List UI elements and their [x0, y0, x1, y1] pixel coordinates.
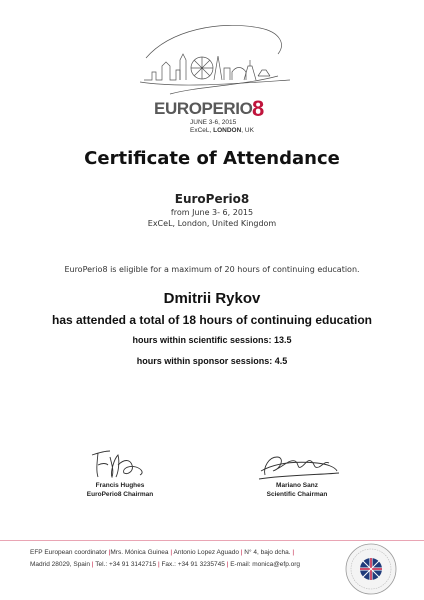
footer-separator: | — [226, 561, 229, 568]
signature-mariano-sanz — [255, 445, 341, 483]
footer-text: Madrid 28029, Spain — [30, 561, 90, 568]
attendance-statement: has attended a total of 18 hours of continuing education — [51, 313, 372, 327]
scientific-hours: hours within scientific sessions: 13.5 — [132, 335, 292, 345]
london-skyline-icon — [140, 25, 290, 94]
footer-text: EFP European coordinator — [30, 549, 107, 556]
event-venue: ExCeL, London, United Kingdom — [147, 219, 277, 228]
signatory-name: Mariano Sanz — [276, 482, 318, 489]
footer-separator: | — [292, 549, 295, 556]
signature-francis-hughes — [88, 445, 150, 483]
footer-line-2 — [30, 561, 300, 568]
svg-text:EUROPERIO: EUROPERIO — [154, 99, 253, 118]
certificate-title: Certificate of Attendance — [84, 148, 340, 169]
attendee-name: Dmitrii Rykov — [163, 290, 261, 307]
footer-text: Mrs. Mónica Guinea — [110, 549, 169, 556]
footer-separator: | — [108, 549, 111, 556]
footer-separator: | — [157, 561, 160, 568]
footer-separator: | — [240, 549, 243, 556]
signatory-name: Francis Hughes — [95, 482, 145, 489]
eligibility-statement: EuroPerio8 is eligible for a maximum of 20 hours of continuing education. — [64, 265, 360, 274]
footer-text: N° 4, bajo dcha. — [244, 549, 291, 556]
footer-text: Tel.: +34 91 3142715 — [95, 561, 157, 568]
signatory-role: EuroPerio8 Chairman — [86, 491, 154, 498]
footer-line-1 — [30, 549, 294, 556]
event-dates: from June 3- 6, 2015 — [170, 208, 254, 217]
footer-separator: | — [91, 561, 94, 568]
signatory-role: Scientific Chairman — [266, 491, 328, 498]
footer-separator: | — [170, 549, 173, 556]
footer-divider — [0, 540, 424, 541]
footer-text: Fax.: +34 91 3235745 — [161, 561, 225, 568]
footer-email: E-mail: monica@efp.org — [230, 561, 301, 568]
efp-seal-icon — [344, 542, 398, 596]
footer-text: Antonio Lopez Aguado — [173, 549, 239, 556]
sponsor-hours: hours within sponsor sessions: 4.5 — [136, 356, 288, 366]
event-name: EuroPerio8 — [174, 192, 250, 206]
europerio8-logo — [140, 10, 290, 135]
svg-text:JUNE 3-6, 2015: JUNE 3-6, 2015 — [190, 119, 237, 126]
svg-text:8: 8 — [252, 96, 264, 121]
svg-text:ExCeL, LONDON, UK: ExCeL, LONDON, UK — [190, 127, 254, 134]
